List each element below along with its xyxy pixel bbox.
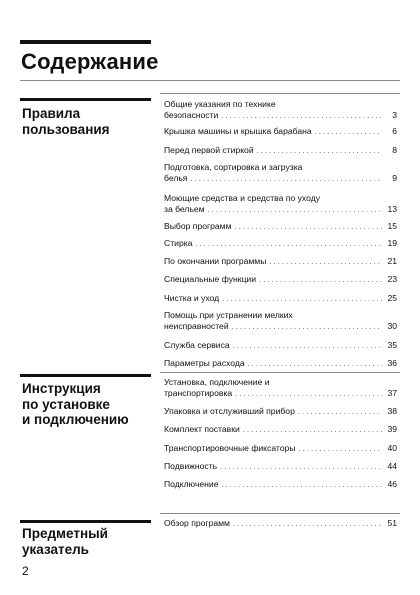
toc-entry-text: Крышка машины и крышка барабана <box>164 126 312 136</box>
toc-entry-text: транспортировка <box>164 387 233 398</box>
toc-page-number: 38 <box>387 406 397 416</box>
toc-entry-text: Транспортировочные фиксаторы <box>164 443 296 453</box>
toc-entry[interactable] <box>164 256 397 268</box>
section-title-index: Предметный указатель <box>22 526 108 557</box>
leader-dots <box>248 359 382 370</box>
toc-page-number: 51 <box>387 518 397 528</box>
leader-dots <box>235 389 382 400</box>
leader-dots <box>220 462 382 473</box>
toc-entry-text: Служба сервиса <box>164 340 230 350</box>
toc-entry-text: Общие указания по технике <box>164 99 276 109</box>
toc-page-number: 46 <box>387 479 397 489</box>
toc-entry[interactable] <box>164 358 397 370</box>
section-1-rule <box>20 98 151 101</box>
leader-dots <box>299 444 382 455</box>
toc-page-number: 37 <box>387 387 397 398</box>
toc-page-number: 35 <box>387 340 397 350</box>
section-1-entries-rule <box>160 93 400 94</box>
toc-entry-text: Обзор программ <box>164 518 230 528</box>
toc-entry[interactable] <box>164 238 397 250</box>
toc-entry-text: Подготовка, сортировка и загрузка <box>164 162 303 172</box>
toc-page-number: 3 <box>392 109 397 120</box>
toc-entry[interactable] <box>164 126 397 138</box>
toc-entry[interactable] <box>164 377 397 399</box>
toc-entry[interactable] <box>164 193 397 215</box>
leader-dots <box>208 205 382 216</box>
toc-entry[interactable] <box>164 145 397 157</box>
section-3-entries-rule <box>160 513 400 514</box>
toc-entry-text: Подвижность <box>164 461 218 471</box>
leader-dots <box>269 257 382 268</box>
section-title-usage: Правила пользования <box>22 106 110 137</box>
toc-entry[interactable] <box>164 221 397 233</box>
toc-page-number: 40 <box>387 443 397 453</box>
leader-dots <box>259 275 382 286</box>
toc-entry-text: неисправностей <box>164 320 229 331</box>
section-3-rule <box>20 520 151 523</box>
toc-page-number: 25 <box>387 293 397 303</box>
leader-dots <box>222 294 382 305</box>
toc-entry-text: Комплект поставки <box>164 424 240 434</box>
toc-entry-text: Установка, подключение и <box>164 377 270 387</box>
toc-entry[interactable] <box>164 99 397 121</box>
toc-entry-text: белья <box>164 172 188 183</box>
leader-dots <box>235 222 383 233</box>
toc-entry-text: Помощь при устранении мелких <box>164 310 293 320</box>
toc-page-number: 6 <box>392 126 397 136</box>
toc-entry-text: безопасности <box>164 109 219 120</box>
leader-dots <box>221 111 382 122</box>
section-2-entries-rule <box>160 372 400 373</box>
toc-entry[interactable] <box>164 479 397 491</box>
toc-entry[interactable] <box>164 406 397 418</box>
toc-entry[interactable] <box>164 518 397 530</box>
toc-entry[interactable] <box>164 443 397 455</box>
leader-dots <box>222 480 383 491</box>
toc-entry[interactable] <box>164 461 397 473</box>
toc-entry-text: Специальные функции <box>164 274 257 284</box>
toc-entry[interactable] <box>164 293 397 305</box>
toc-page-number: 19 <box>387 238 397 248</box>
toc-entry-text: Параметры расхода <box>164 358 245 368</box>
toc-entry-text: Выбор программ <box>164 221 232 231</box>
leader-dots <box>190 174 382 185</box>
leader-dots <box>233 341 382 352</box>
toc-page-number: 13 <box>387 203 397 214</box>
leader-dots <box>232 322 382 333</box>
page-title: Содержание <box>21 49 159 74</box>
toc-entry-text: Упаковка и отслуживший прибор <box>164 406 295 416</box>
toc-entry-text: Подключение <box>164 479 219 489</box>
toc-page-number: 44 <box>387 461 397 471</box>
toc-entry-text: Стирка <box>164 238 193 248</box>
toc-entry[interactable] <box>164 310 397 332</box>
toc-page-number: 39 <box>387 424 397 434</box>
toc-entry[interactable] <box>164 424 397 436</box>
toc-page-number: 8 <box>392 145 397 155</box>
section-title-installation: Инструкция по установке и подключению <box>22 381 129 427</box>
toc-page-number: 21 <box>387 256 397 266</box>
toc-entry[interactable] <box>164 274 397 286</box>
toc-entry-text: Чистка и уход <box>164 293 220 303</box>
toc-page-number: 15 <box>387 221 397 231</box>
toc-entry-text: Перед первой стиркой <box>164 145 254 155</box>
toc-page-number: 9 <box>392 172 397 183</box>
toc-entry-text: за бельем <box>164 203 205 214</box>
title-top-rule <box>20 40 151 44</box>
leader-dots <box>233 519 382 530</box>
toc-page-number: 23 <box>387 274 397 284</box>
toc-entry-text: По окончании программы <box>164 256 267 266</box>
leader-dots <box>243 425 382 436</box>
leader-dots <box>315 127 382 138</box>
page-number: 2 <box>22 564 29 578</box>
toc-page-number: 30 <box>387 320 397 331</box>
leader-dots <box>257 146 382 157</box>
title-bottom-rule <box>20 80 400 81</box>
leader-dots <box>195 239 382 250</box>
toc-entry-text: Моющие средства и средства по уходу <box>164 193 321 203</box>
toc-entry[interactable] <box>164 162 397 184</box>
toc-page-number: 36 <box>387 358 397 368</box>
toc-entry[interactable] <box>164 340 397 352</box>
leader-dots <box>298 407 382 418</box>
section-2-rule <box>20 374 151 377</box>
